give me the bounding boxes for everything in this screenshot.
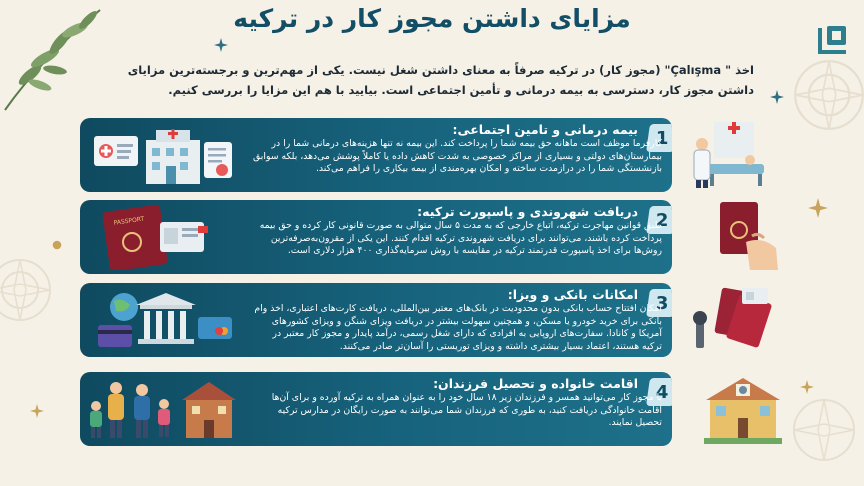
rosette-decoration	[0, 250, 60, 330]
card-body: با مجوز کار می‌توانید همسر و فرزندان زیر ۱۸ سال خود را به عنوان همراه به ترکیه آورده و برای آن‌ها اقامت خانوادگی دریافت کنید، به طوری که فرزندان شما می‌توانند به صورت رایگان در مدارس ترکیه تحصیل نمایند.	[271, 392, 662, 428]
card-title: امکانات بانکی و ویزا:	[507, 287, 638, 302]
card-number-badge: 2	[646, 206, 672, 234]
sparkle-icon	[808, 198, 828, 218]
card-body: امکان افتتاح حساب بانکی بدون محدودیت در بانک‌های معتبر بین‌المللی، دریافت کارت‌های اعتباری، اخذ وام بانکی برای خرید خودرو یا مسکن، و همچنین سهولت بیشتر در دریافت ویزای شنگن و ویزای کشورهای آمریکا و کانادا. سفارت‌های اروپایی به افرادی که دارای شغل رسمی، درآمد پایدار و مجوز کار معتبر در ترکیه هستند، اعتماد بسیار بیشتری داشته و ویزای توریستی را آسان‌تر صادر می‌کنند.	[254, 303, 662, 352]
card-number-badge: 4	[646, 378, 672, 406]
sparkle-icon	[800, 380, 814, 394]
sparkle-icon	[770, 90, 784, 104]
school-building-illustration	[700, 372, 786, 446]
benefit-card-family-residence	[80, 372, 672, 446]
page-title: مزایای داشتن مجوز کار در ترکیه	[233, 4, 631, 33]
card-number-badge: 1	[646, 124, 672, 152]
benefit-card-banking-visa	[80, 283, 672, 357]
card-title: دریافت شهروندی و پاسپورت ترکیه:	[417, 204, 638, 219]
benefit-card-citizenship	[80, 200, 672, 274]
card-body: طبق قوانین مهاجرت ترکیه، اتباع خارجی که به مدت ۵ سال متوالی به صورت قانونی کار کرده و حق بیمه پرداخت کرده باشند، می‌توانند برای دریافت شهروندی ترکیه اقدام کنند. این یکی از مقرون‌به‌صرفه‌ترین روش‌ها برای اخذ پاسپورت قدرتمند ترکیه در مقایسه با روش سرمایه‌گذاری ۴۰۰ هزار دلاری است.	[259, 220, 662, 256]
sparkle-icon	[214, 38, 228, 52]
rosette-decoration	[784, 50, 864, 140]
rosette-decoration	[784, 390, 864, 470]
hospital-illustration-icon	[86, 122, 236, 188]
card-number-badge: 3	[646, 289, 672, 317]
passport-label: PASSPORT	[113, 215, 145, 227]
hand-holding-passport-illustration	[706, 196, 792, 270]
sparkle-icon	[30, 404, 44, 418]
card-body: کارفرما موظف است ماهانه حق بیمه شما را پرداخت کند. این بیمه نه تنها هزینه‌های درمانی شما را در بیمارستان‌های دولتی و بسیاری از مراکز خصوصی به شدت کاهش داده یا کاملاً پوشش می‌دهد، بلکه سوابق بازنشستگی شما را در درازمدت ساخته و امکان بهره‌مندی از بیمه بیکاری را فراهم می‌کند.	[253, 138, 662, 174]
sparkle-icon	[52, 240, 62, 250]
card-title: اقامت خانواده و تحصیل فرزندان:	[433, 376, 638, 391]
family-illustration-icon	[86, 376, 236, 442]
intro-paragraph: اخذ " Çalışma" (مجوز کار) در ترکیه صرفاً به معنای داشتن شغل نیست. یکی از مهم‌ترین و برجسته‌ترین مزایای داشتن مجوز کار، دسترسی به بیمه درمانی و تأمین اجتماعی است. بیایید با هم این مزایا را بررسی کنیم.	[127, 63, 754, 97]
bank-illustration-icon	[86, 287, 236, 353]
passports-and-key-illustration	[688, 284, 774, 358]
benefit-card-insurance	[80, 118, 672, 192]
card-title: بیمه درمانی و تامین اجتماعی:	[452, 122, 638, 137]
doctor-patient-illustration	[690, 116, 776, 190]
turkish-passport-illustration-icon	[86, 204, 236, 270]
